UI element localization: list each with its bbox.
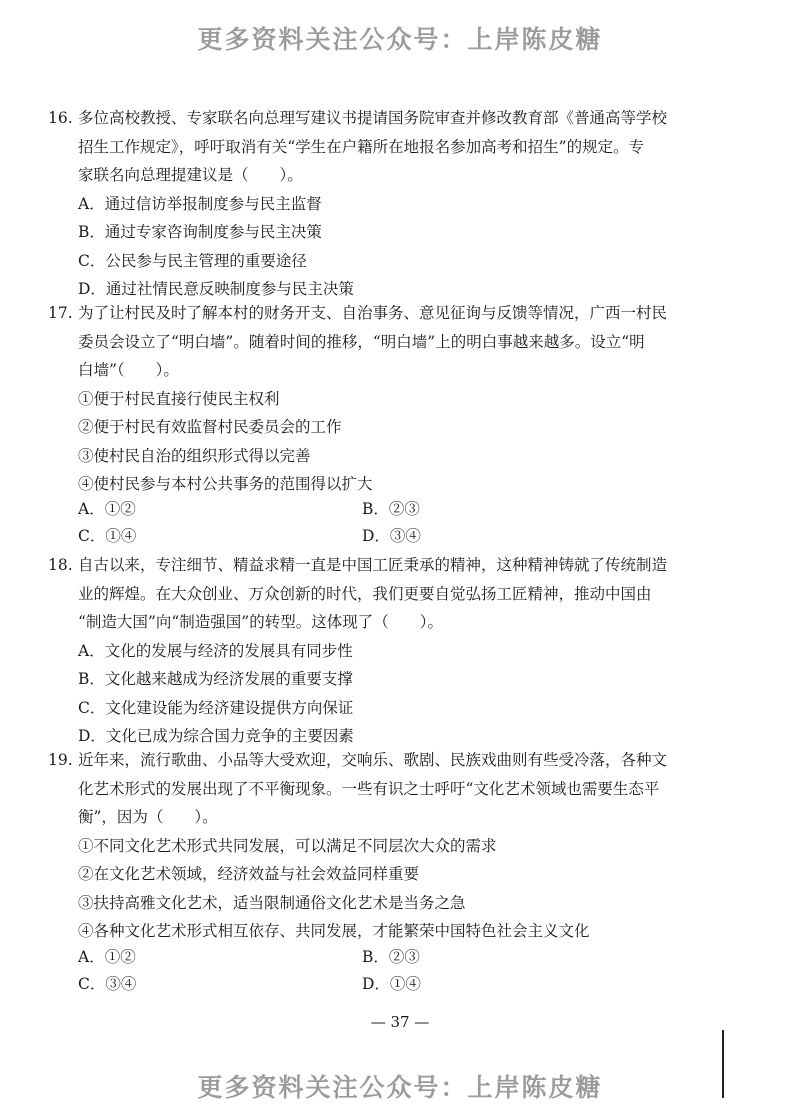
question-16 <box>48 104 668 304</box>
statement-4: ④使村民参与本村公共事务的范围得以扩大 <box>78 475 373 493</box>
question-text-line: 家联名向总理提建议是（ ）。 <box>78 166 303 184</box>
option-a: A．①② <box>78 948 136 966</box>
question-text-line: 白墙”（ ）。 <box>78 361 179 379</box>
page-number: — 37 — <box>370 1013 430 1031</box>
watermark-top: 更多资料关注公众号：上岸陈皮糖 <box>197 25 603 54</box>
option-d: D．文化已成为综合国力竞争的主要因素 <box>78 727 354 745</box>
question-text-line: 委员会设立了“明白墙”。随着时间的推移，“明白墙”上的明白事越来越多。设立“明 <box>78 332 645 351</box>
statement-2: ②在文化艺术领域，经济效益与社会效益同样重要 <box>78 865 420 883</box>
question-text-line: 衡”，因为（ ）。 <box>78 808 218 826</box>
question-text-line: 招生工作规定》，呼吁取消有关“学生在户籍所在地报名参加高考和招生”的规定。专 <box>78 137 645 156</box>
question-number: 18. <box>48 556 73 574</box>
option-b: B．文化越来越成为经济发展的重要支撑 <box>78 670 353 688</box>
question-number: 17. <box>48 304 73 322</box>
option-d: D．通过社情民意反映制度参与民主决策 <box>78 280 354 298</box>
question-text-line: 近年来，流行歌曲、小品等大受欢迎，交响乐、歌剧、民族戏曲则有些受冷落，各种文 <box>78 751 668 769</box>
question-number: 19. <box>48 751 73 769</box>
option-c: C．文化建设能为经济建设提供方向保证 <box>78 698 354 717</box>
question-text-line: 为了让村民及时了解本村的财务开支、自治事务、意见征询与反馈等情况，广西一村民 <box>78 304 668 322</box>
statement-1: ①不同文化艺术形式共同发展，可以满足不同层次大众的需求 <box>78 836 497 855</box>
option-a: A．文化的发展与经济的发展具有同步性 <box>78 641 353 660</box>
option-d: D．①④ <box>362 975 421 993</box>
question-text-line: 多位高校教授、专家联名向总理写建议书提请国务院审查并修改教育部《普通高等学校 <box>78 109 668 127</box>
option-b: B．通过专家咨询制度参与民主决策 <box>78 223 322 241</box>
question-text-line: 化艺术形式的发展出现了不平衡现象。一些有识之士呼吁“文化艺术领域也需要生态平 <box>78 779 660 798</box>
watermark-bottom: 更多资料关注公众号：上岸陈皮糖 <box>197 1073 603 1102</box>
question-text-line: 自古以来，专注细节、精益求精一直是中国工匠秉承的精神，这种精神铸就了传统制造 <box>78 556 668 574</box>
option-c: C．③④ <box>78 975 137 993</box>
option-a: A．通过信访举报制度参与民主监督 <box>78 194 322 213</box>
statement-4: ④各种文化艺术形式相互依存、共同发展，才能繁荣中国特色社会主义文化 <box>78 922 590 940</box>
option-c: C．①④ <box>78 527 137 545</box>
statement-3: ③使村民自治的组织形式得以完善 <box>78 446 311 465</box>
question-text-line: “制造大国”向“制造强国”的转型。这体现了（ ）。 <box>78 613 443 631</box>
option-b: B．②③ <box>362 500 420 518</box>
statement-2: ②便于村民有效监督村民委员会的工作 <box>78 418 342 436</box>
option-b: B．②③ <box>362 948 420 966</box>
option-a: A．①② <box>78 500 136 518</box>
option-d: D．③④ <box>362 527 421 545</box>
question-18 <box>48 551 668 751</box>
question-number: 16. <box>48 109 73 127</box>
question-17 <box>48 299 668 499</box>
statement-3: ③扶持高雅文化艺术，适当限制通俗文化艺术是当务之急 <box>78 893 466 912</box>
statement-1: ①便于村民直接行使民主权利 <box>78 389 280 408</box>
question-text-line: 业的辉煌。在大众创业、万众创新的时代，我们更要自觉弘扬工匠精神，推动中国由 <box>78 584 652 603</box>
option-c: C．公民参与民主管理的重要途径 <box>78 251 307 270</box>
question-19 <box>48 746 668 946</box>
